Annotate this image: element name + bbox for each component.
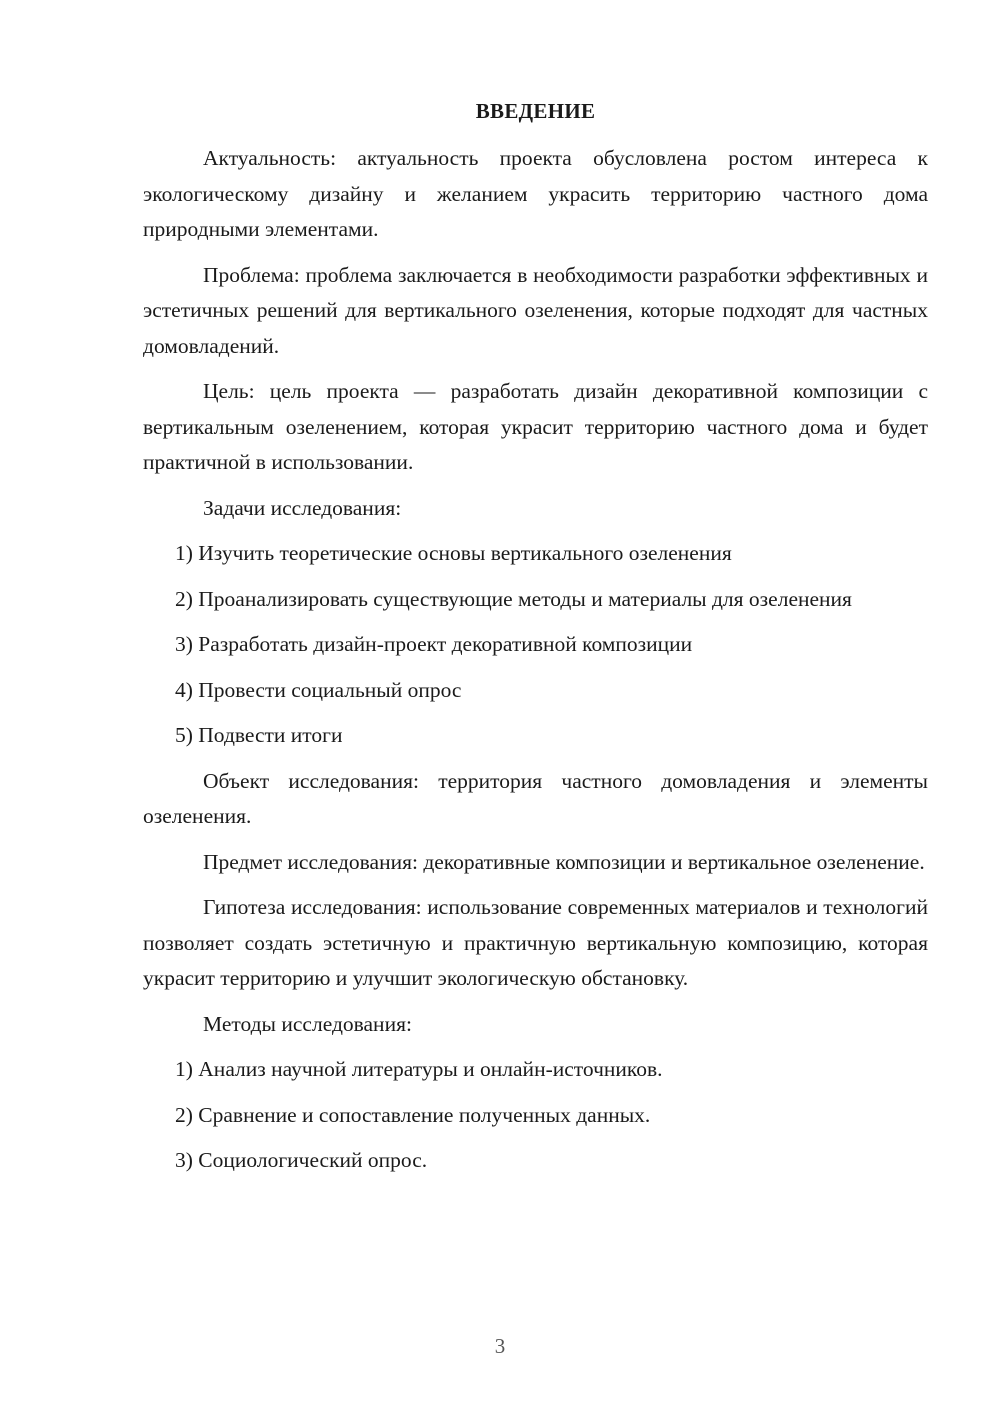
task-item: 1) Изучить теоретические основы вертикального озеленения [175,541,732,565]
problem-paragraph: Проблема: проблема заключается в необходимости разработки эффективных и эстетичных решений для вертикального озеленения, которые подходят для частных домовладений. [143,262,928,358]
document-page [143,94,928,1189]
goal-paragraph: Цель: цель проекта — разработать дизайн декоративной композиции с вертикальным озеленением, которая украсит территорию частного дома и будет практичной в использовании. [143,379,928,474]
object-paragraph: Объект исследования: территория частного домовладения и элементы озеленения. [143,768,928,828]
task-item: 5) Подвести итоги [175,723,343,747]
page-number: 3 [494,1334,506,1358]
task-item: 2) Проанализировать существующие методы и материалы для озеленения [175,586,852,611]
tasks-heading: Задачи исследования: [203,495,402,520]
task-item: 3) Разработать дизайн-проект декоративной композиции [175,632,693,656]
methods-heading: Методы исследования: [203,1011,412,1036]
hypothesis-paragraph: Гипотеза исследования: использование современных материалов и технологий позволяет создать эстетичную и практичную вертикальную композицию, которая украсит территорию и улучшит экологическую обстановку. [143,895,928,990]
subject-paragraph: Предмет исследования: декоративные композиции и вертикальное озеленение. [203,849,925,874]
method-item: 3) Социологический опрос. [175,1148,428,1172]
relevance-paragraph: Актуальность: актуальность проекта обусловлена ростом интереса к экологическому дизайну и желанием украсить территорию частного дома природными элементами. [143,146,928,241]
method-item: 1) Анализ научной литературы и онлайн-источников. [175,1057,663,1081]
task-item: 4) Провести социальный опрос [175,677,462,702]
method-item: 2) Сравнение и сопоставление полученных данных. [175,1102,651,1127]
section-title: ВВЕДЕНИЕ [475,99,596,123]
